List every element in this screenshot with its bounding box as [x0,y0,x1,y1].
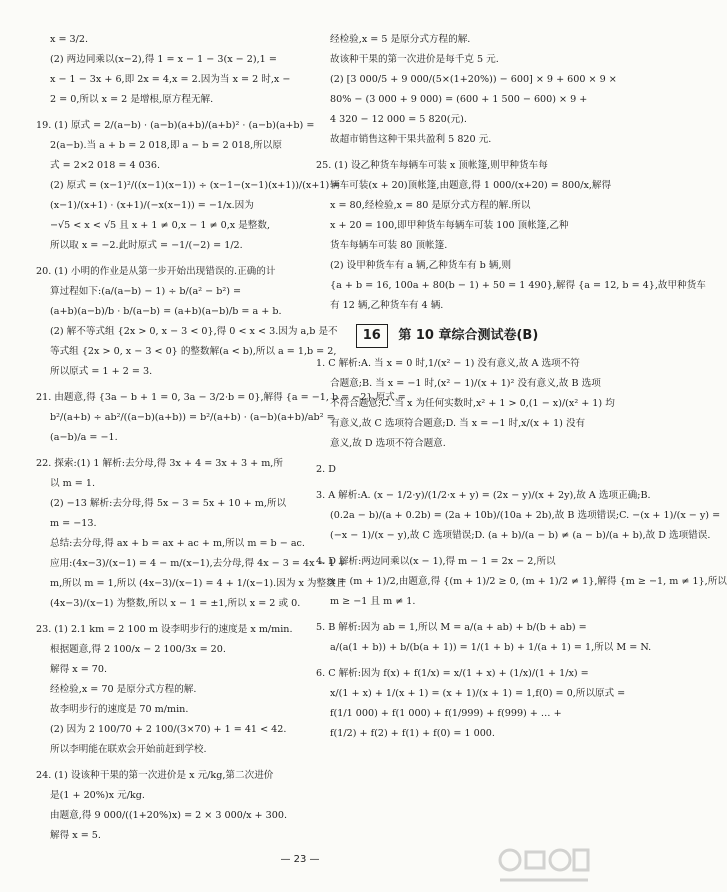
text-line: 2 = 0,所以 x = 2 是增根,原方程无解. [50,94,214,105]
text-line: 等式组 {2x > 0, x − 3 < 0} 的整数解(a < b),所以 a = 1,b = 2, [50,346,337,357]
text-line: 5. B 解析:因为 ab = 1,所以 M = a/(a + ab) + b/(b + ab) = [316,622,587,633]
text-line: −√5 < x < √5 且 x + 1 ≠ 0,x − 1 ≠ 0,x 是整数, [50,220,271,231]
text-line: a/(a(1 + b)) + b/(b(a + 1)) = 1/(1 + b) + 1/(a + 1) = 1,所以 M = N. [330,642,652,653]
text-line: (2) [3 000/5 + 9 000/(5×(1+20%)) − 600] × 9 + 600 × 9 × [330,74,617,85]
text-line: 21. 由题意,得 {3a − b + 1 = 0, 3a − 3/2·b = 0},解得 {a = −1, b = −2}.原式 = [36,392,406,403]
text-line: (2) 两边同乘以(x−2),得 1 = x − 1 − 3(x − 2),1 = [50,54,277,65]
text-line: 4 320 − 12 000 = 5 820(元). [330,114,467,125]
text-line: 19. (1) 原式 = 2/(a−b) · (a−b)(a+b)/(a+b)² · (a−b)(a+b) = [36,120,315,131]
text-line: 80% − (3 000 + 9 000) = (600 + 1 500 − 600) × 9 + [330,94,588,105]
text-line: 根据题意,得 2 100/x − 2 100/3x = 20. [50,644,226,655]
text-line: 有意义,故 C 选项符合题意;D. 当 x = −1 时,x/(x + 1) 没有 [330,418,586,429]
text-line: m ≥ −1 且 m ≠ 1. [330,596,416,607]
text-line: (2) −13 解析:去分母,得 5x − 3 = 5x + 10 + m,所以 [50,498,287,509]
watermark-logo [496,844,592,888]
text-line: f(1/2) + f(2) + f(1) + f(0) = 1 000. [330,728,495,739]
text-line: 故李明步行的速度是 70 m/min. [50,704,189,715]
text-line: 6. C 解析:因为 f(x) + f(1/x) = x/(1 + x) + (1/x)/(1 + 1/x) = [316,668,589,679]
text-line: 应用:(4x−3)/(x−1) = 4 − m/(x−1),去分母,得 4x − 3 = 4x − 1 + [50,558,346,569]
text-line: (2) 设甲种货车有 a 辆,乙种货车有 b 辆,则 [330,260,512,271]
text-line: 算过程如下:(a/(a−b) − 1) ÷ b/(a² − b²) = [50,286,242,297]
text-line: 由题意,得 9 000/((1+20%)x) = 2 × 3 000/x + 300. [50,810,288,821]
text-line: (x−1)/(x+1) · (x+1)/(−x(x−1)) = −1/x.因为 [50,200,254,211]
text-line: x − 1 − 3x + 6,即 2x = 4,x = 2.因为当 x = 2 时,x − [50,74,291,85]
text-line: 货车每辆车可装 80 顶帐篷. [330,240,448,251]
text-line: x + 20 = 100,即甲种货车每辆车可装 100 顶帐篷,乙种 [330,220,569,231]
text-line: {a + b = 16, 100a + 80(b − 1) + 50 = 1 490},解得 {a = 12, b = 4},故甲种货车 [330,280,706,291]
text-line: (−x − 1)/(x − y),故 C 选项错误;D. (a + b)/(a − b) ≠ (a − b)/(a + b),故 D 选项错误. [330,530,711,541]
text-line: 总结:去分母,得 ax + b = ax + ac + m,所以 m = b − ac. [50,538,305,549]
text-line: 不符合题意;C. 当 x 为任何实数时,x² + 1 > 0,(1 − x)/(x² + 1) 均 [330,398,615,409]
text-line: 辆车可装(x + 20)顶帐篷,由题意,得 1 000/(x+20) = 800/x,解得 [330,180,612,191]
text-line: 1. C 解析:A. 当 x = 0 时,1/(x² − 1) 没有意义,故 A 选项不符 [316,358,580,369]
text-line: (0.2a − b)/(a + 0.2b) = (2a + 10b)/(10a + 2b),故 B 选项错误;C. −(x + 1)/(x − y) = [330,510,721,521]
text-line: 经检验,x = 70 是原分式方程的解. [50,684,197,695]
text-line: 4. D 解析:两边同乘以(x − 1),得 m − 1 = 2x − 2,所以 [316,556,556,567]
text-line: 解得 x = 5. [50,830,101,841]
text-line: (2) 解不等式组 {2x > 0, x − 3 < 0},得 0 < x < 3.因为 a,b 是不 [50,326,338,337]
text-line: 2(a−b).当 a + b = 2 018,即 a − b = 2 018,所以原 [50,140,282,151]
text-line: (2) 原式 = (x−1)²/((x−1)(x−1)) ÷ (x−1−(x−1)(x+1))/(x+1) = [50,180,341,191]
text-line: f(1/1 000) + f(1 000) + f(1/999) + f(999) + … + [330,708,562,719]
text-line: (a−b)/a = −1. [50,432,118,443]
text-line: 有 12 辆,乙种货车有 4 辆. [330,300,444,311]
text-line: x = 3/2. [50,34,89,45]
text-line: 合题意;B. 当 x = −1 时,(x² − 1)/(x + 1)² 没有意义,故 B 选项 [330,378,601,389]
text-line: (a+b)(a−b)/b · b/(a−b) = (a+b)(a−b)/b = a + b. [50,306,282,317]
text-line: 20. (1) 小明的作业是从第一步开始出现错误的.正确的计 [36,266,276,277]
text-line: 25. (1) 设乙种货车每辆车可装 x 顶帐篷,则甲种货车每 [316,160,548,171]
text-line: (2) 因为 2 100/70 + 2 100/(3×70) + 1 = 41 < 42. [50,724,287,735]
text-line: (4x−3)/(x−1) 为整数,所以 x − 1 = ±1,所以 x = 2 或 0. [50,598,301,609]
text-line: 是(1 + 20%)x 元/kg. [50,790,145,801]
right-column-top [316,30,706,316]
text-line: x = 80,经检验,x = 80 是原分式方程的解.所以 [330,200,531,211]
right-column [316,30,727,744]
text-line: 3. A 解析:A. (x − 1/2·y)/(1/2·x + y) = (2x − y)/(x + 2y),故 A 选项正确;B. [316,490,651,501]
text-line: 所以取 x = −2.此时原式 = −1/(−2) = 1/2. [50,240,243,251]
section-title [316,324,578,348]
text-line: 24. (1) 设该种干果的第一次进价是 x 元/kg,第二次进价 [36,770,274,781]
text-line: 2. D [316,464,336,475]
text-line: 解得 x = 70. [50,664,108,675]
text-line: 式 = 2×2 018 = 4 036. [50,160,160,171]
text-line: x/(1 + x) + 1/(x + 1) = (x + 1)/(x + 1) = 1,f(0) = 0,所以原式 = [330,688,626,699]
text-line: 23. (1) 2.1 km = 2 100 m 设李明步行的速度是 x m/min. [36,624,293,635]
text-line: 故该种干果的第一次进价是每千克 5 元. [330,54,499,65]
text-line: 以 m = 1. [50,478,96,489]
text-line: b²/(a+b) ÷ ab²/((a−b)(a+b)) = b²/(a+b) · (a−b)(a+b)/ab² = [50,412,335,423]
text-line: 经检验,x = 5 是原分式方程的解. [330,34,471,45]
text-line: 意义,故 D 选项不符合题意. [330,438,446,449]
text-line: 所以原式 = 1 + 2 = 3. [50,366,153,377]
section-title-text: 第 10 章综合测试卷(B) [398,328,539,343]
text-line: 22. 探索:(1) 1 解析:去分母,得 3x + 4 = 3x + 3 + m,所 [36,458,283,469]
text-line: 所以李明能在联欢会开始前赶到学校. [50,744,207,755]
text-line: x = (m + 1)/2,由题意,得 {(m + 1)/2 ≥ 0, (m + 1)/2 ≠ 1},解得 {m ≥ −1, m ≠ 1},所以 [330,576,727,587]
right-column-bottom [316,354,727,744]
text-line: m,所以 m = 1,所以 (4x−3)/(x−1) = 4 + 1/(x−1).因为 x 为整数且 [50,578,346,589]
page-number: — 23 — [280,854,320,865]
text-line: 故超市销售这种干果共盈利 5 820 元. [330,134,492,145]
section-number: 16 [356,324,388,348]
text-line: m = −13. [50,518,97,529]
